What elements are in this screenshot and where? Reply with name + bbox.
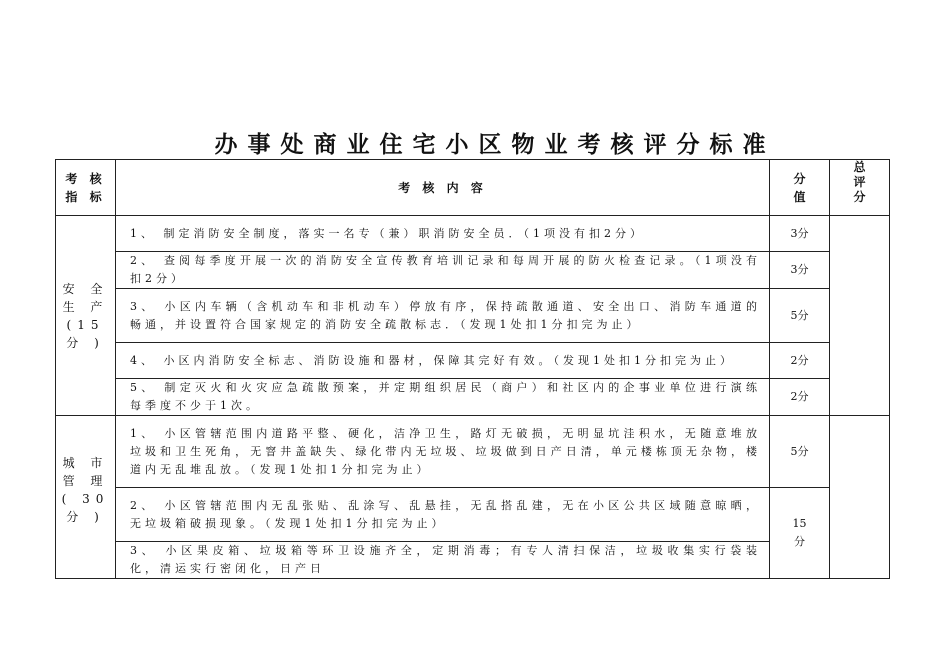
item-score: 3分: [770, 216, 830, 252]
table-row: [56, 542, 890, 579]
category-line: 分 ): [66, 510, 105, 524]
header-total-line: 总: [853, 160, 866, 174]
header-indicator-line: 指 标: [65, 189, 106, 204]
item-score: 2分: [770, 379, 830, 416]
item-content: 1、 小区管辖范围内道路平整、硬化，洁净卫生，路灯无破损，无明显坑洼积水，无随意堆放垃圾和卫生死角，无窨井盖缺失、绿化带内无垃圾、垃圾做到日产日清，单元楼栋顶无杂物，楼道内无乱堆乱放。（发现1处扣1分扣完为止）: [116, 416, 770, 488]
category-line: 城 市: [62, 456, 109, 470]
header-content: 考 核 内 容: [116, 160, 770, 216]
table-row: [56, 343, 890, 379]
header-total-line: 分: [853, 190, 866, 204]
total-score-cell-1: [830, 216, 890, 416]
item-score: [770, 488, 830, 579]
header-score: [770, 160, 830, 216]
item-content: 2、 查阅每季度开展一次的消防安全宣传教育培训记录和每周开展的防火检查记录。（1项没有扣2分）: [116, 252, 770, 289]
category-line: (15: [66, 317, 105, 332]
item-score: 2分: [770, 343, 830, 379]
header-total: [830, 160, 890, 216]
item-content: 2、 小区管辖范围内无乱张贴、乱涂写、乱悬挂，无乱搭乱建，无在小区公共区域随意晾晒，无垃圾箱破损现象。（发现1处扣1分扣完为止）: [116, 488, 770, 542]
header-score-line: 值: [793, 189, 806, 204]
assessment-table: [55, 159, 890, 579]
table-row: [56, 379, 890, 416]
item-score: 3分: [770, 252, 830, 289]
table-row: [56, 252, 890, 289]
header-row: [56, 160, 890, 216]
category-line: 管 理: [62, 474, 109, 488]
item-content: 4、 小区内消防安全标志、消防设施和器材，保障其完好有效。（发现1处扣1分扣完为止）: [116, 343, 770, 379]
category-line: 安 全: [62, 281, 109, 296]
category-city: [56, 416, 116, 579]
header-total-line: 评: [853, 175, 866, 189]
category-line: 生 产: [62, 299, 109, 314]
table-row: [56, 416, 890, 488]
header-indicator: [56, 160, 116, 216]
item-content: 3、 小区内车辆（含机动车和非机动车）停放有序，保持疏散通道、安全出口、消防车通道的畅通，并设置符合国家规定的消防安全疏散标志．（发现1处扣1分扣完为止）: [116, 289, 770, 343]
document-title: 办事处商业住宅小区物业考核评分标准: [214, 131, 776, 158]
item-score-unit: 分: [794, 535, 805, 548]
header-indicator-line: 考 核: [65, 171, 106, 186]
item-score-value: 15: [792, 517, 807, 530]
category-line: ( 30: [61, 492, 110, 506]
item-content: 5、 制定灭火和火灾应急疏散预案，并定期组织居民（商户）和社区内的企事业单位进行演练每季度不少于1次。: [116, 379, 770, 416]
category-safety: [56, 216, 116, 416]
total-score-cell-2: [830, 416, 890, 579]
item-content: 1、 制定消防安全制度，落实一名专（兼）职消防安全员．（1项没有扣2分）: [116, 216, 770, 252]
table-row: [56, 488, 890, 542]
table-row: [56, 289, 890, 343]
item-score: 5分: [770, 289, 830, 343]
item-score: 5分: [770, 416, 830, 488]
item-content: 3、 小区果皮箱、垃圾箱等环卫设施齐全，定期消毒；有专人清扫保洁，垃圾收集实行袋装化，清运实行密闭化，日产日: [116, 542, 770, 579]
category-line: 分 ): [66, 335, 105, 350]
header-score-line: 分: [793, 171, 806, 186]
table-row: [56, 216, 890, 252]
